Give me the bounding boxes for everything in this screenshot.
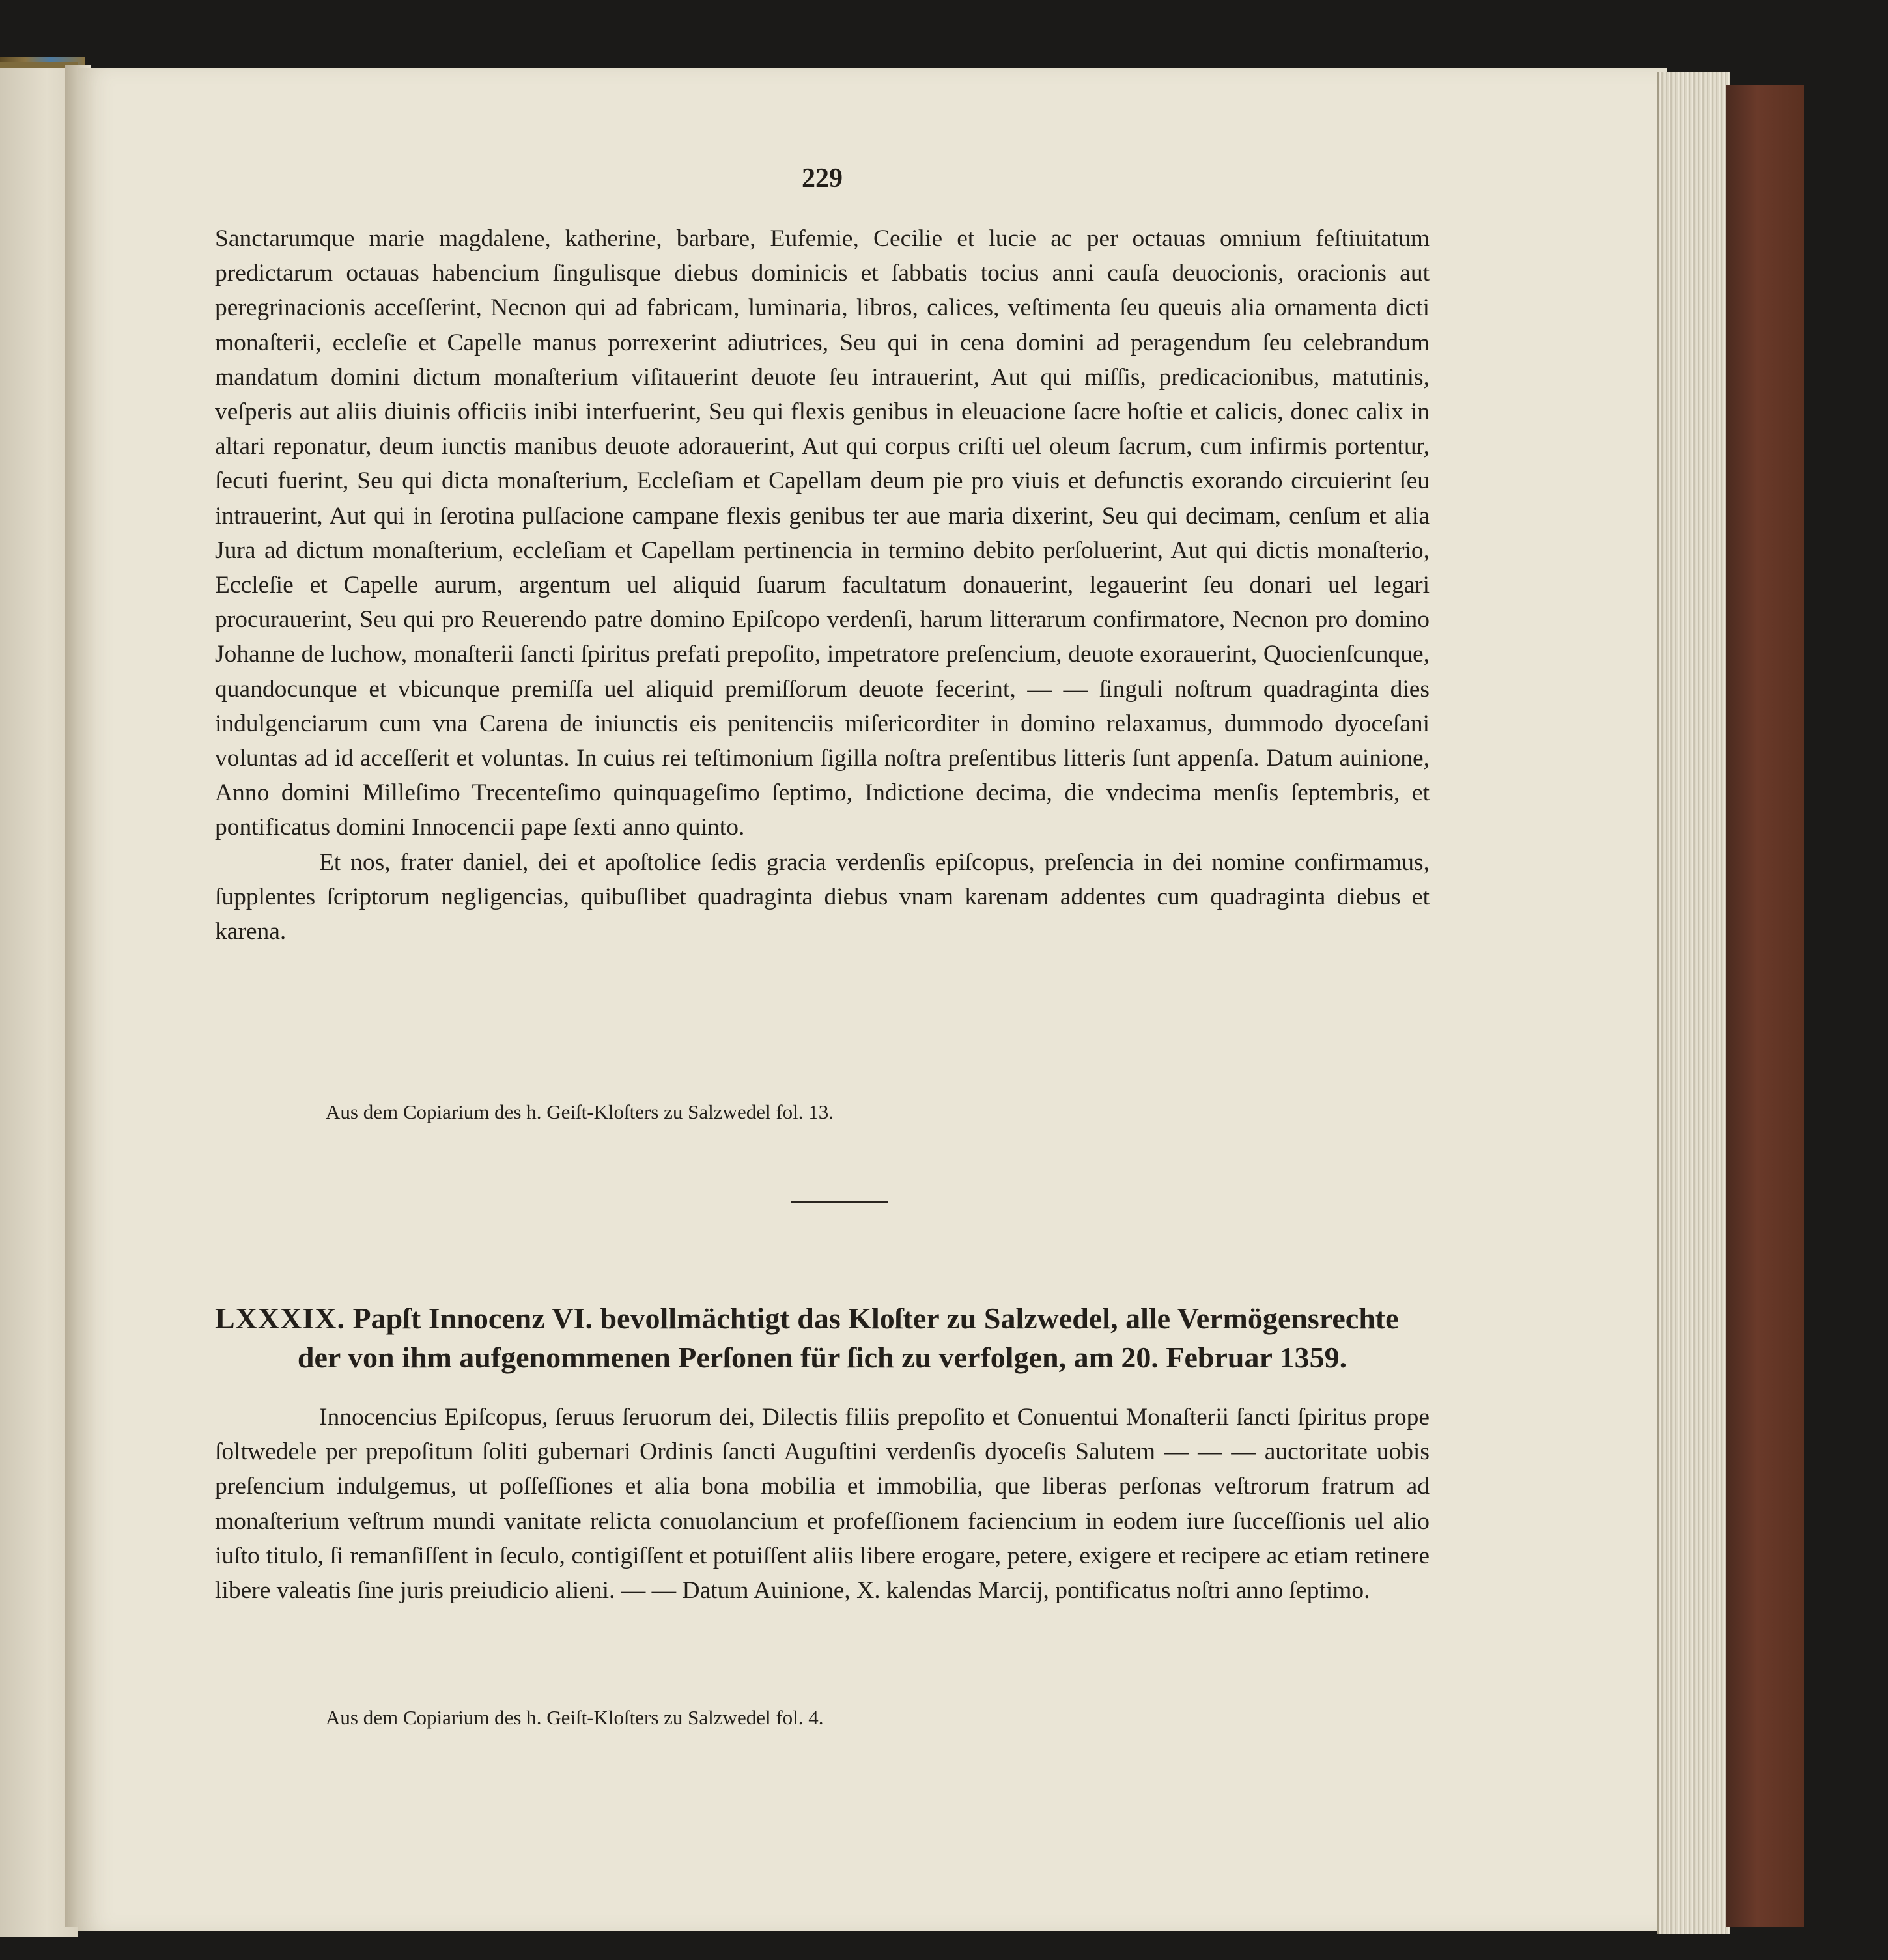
source-note-2: Aus dem Copiarium des h. Geiſt-Kloſters zu Salzwedel fol. 4. [326,1706,824,1729]
paragraph: Sanctarumque marie magdalene, katherine, barbare, Eufemie, Cecilie et lucie ac per octauas omnium feſtiuitatum predictarum octauas habencium ſingulisque diebus dominicis et ſabbatis tocius anni cauſa deuocionis, oracionis aut peregrinacionis acceſſerint, Necnon qui ad fabricam, luminaria, libros, calices, veſtimenta ſeu queuis alia ornamenta dicti monaſterii, eccleſie et Capelle manus porrexerint adiutrices, Seu qui in cena domini ad peragendum ſeu celebrandum mandatum domini dictum monaſterium viſitauerint deuote ſeu intrauerint, Aut qui miſſis, predicacionibus, matutinis, veſperis aut aliis diuinis officiis inibi interfuerint, Seu qui flexis genibus in eleuacione ſacre hoſtie et calicis, donec calix in altari reponatur, deum iunctis manibus deuote adorauerint, Aut qui corpus criſti uel oleum ſacrum, cum infirmis portentur, ſecuti fuerint, Seu qui dicta monaſterium, Eccleſiam et Capellam deum pie pro viuis et defunctis exorando circuierint ſeu intrauerint, Aut qui in ſerotina pulſacione campane flexis genibus ter aue maria dixerint, Seu qui decimam, cenſum et alia Jura ad dictum monaſterium, eccleſiam et Capellam pertinencia in termino debito perſoluerint, Aut qui dictis monaſterio, Eccleſie et Capelle aurum, argentum uel aliquid ſuarum facultatum donauerint, legauerint ſeu donari uel legari procurauerint, Seu qui pro Reuerendo patre domino Epiſcopo verdenſi, harum litterarum confirmatore, Necnon pro domino Johanne de luchow, monaſterii ſancti ſpiritus prefati prepoſito, impetratore preſencium, deuote exorauerint, Quocienſcunque, quandocunque et vbicunque premiſſa uel aliquid premiſſorum deuote fecerint, — — ſinguli noſtrum quadraginta dies indulgenciarum cum vna Carena de iniunctis eis penitenciis miſericorditer in domino relaxamus, dummodo dyoceſani voluntas ad id acceſſerit et voluntas. In cuius rei teſtimonium ſigilla noſtra preſentibus litteris ſunt appenſa. Datum auinione, Anno domini Milleſimo Trecenteſimo quinquageſimo ſeptimo, Indictione decima, die vndecima menſis ſeptembris, et pontificatus domini Innocencii pape ſexti anno quinto. [215,225,1430,841]
background [1804,85,1888,1927]
book-cover-spine [1726,85,1804,1927]
document-text-2: Innocencius Epiſcopus, ſeruus ſeruorum dei, Dilectis filiis prepoſito et Conuentui Monaſterii ſancti ſpiritus prope ſoltwedele per prepoſitum ſoliti gubernari Ordinis ſancti Auguſtini verdenſis dyoceſis Salutem — — — auctoritate uobis preſencium indulgemus, ut poſſeſſiones et alia bona mobilia et immobilia, que liberas perſonas veſtrorum fratrum ad monaſterium veſtrum mundi vanitate relicta conuolancium et profeſſionem faciencium in eodem iure ſucceſſionis uel alio iuſto titulo, ſi remanſiſſent in ſeculo, contigiſſent et potuiſſent aliis libere erogare, petere, exigere et recipere ac etiam retinere libere valeatis ſine juris preiudicio alieni. — — Datum Auinione, X. kalendas Marcij, pontificatus noſtri anno ſeptimo. [215,1404,1430,1604]
document-number: LXXXIX. [215,1302,345,1335]
heading-line-2: der von ihm aufgenommenen Perſonen für ſich zu verfolgen, am 20. Februar 1359. [297,1341,1347,1374]
page-stack-edge [1657,72,1730,1934]
section-divider [791,1201,888,1203]
source-note: Aus dem Copiarium des h. Geiſt-Kloſters zu Salzwedel fol. 13. [326,1100,834,1123]
heading-line-1: Papſt Innocenz VI. bevollmächtigt das Kloſter zu Salzwedel, alle Vermögensrechte [352,1302,1399,1335]
document-heading [215,1299,1430,1377]
paragraph-confirmation: Et nos, frater daniel, dei et apoſtolice ſedis gracia verdenſis epiſcopus, preſencia in dei nomine confirmamus, ſupplentes ſcriptorum negligencias, quibuſlibet quadraginta diebus vnam karenam addentes cum quadraginta diebus et karena. [215,848,1430,945]
page-number: 229 [802,163,843,193]
document-text-1 [215,221,1430,949]
